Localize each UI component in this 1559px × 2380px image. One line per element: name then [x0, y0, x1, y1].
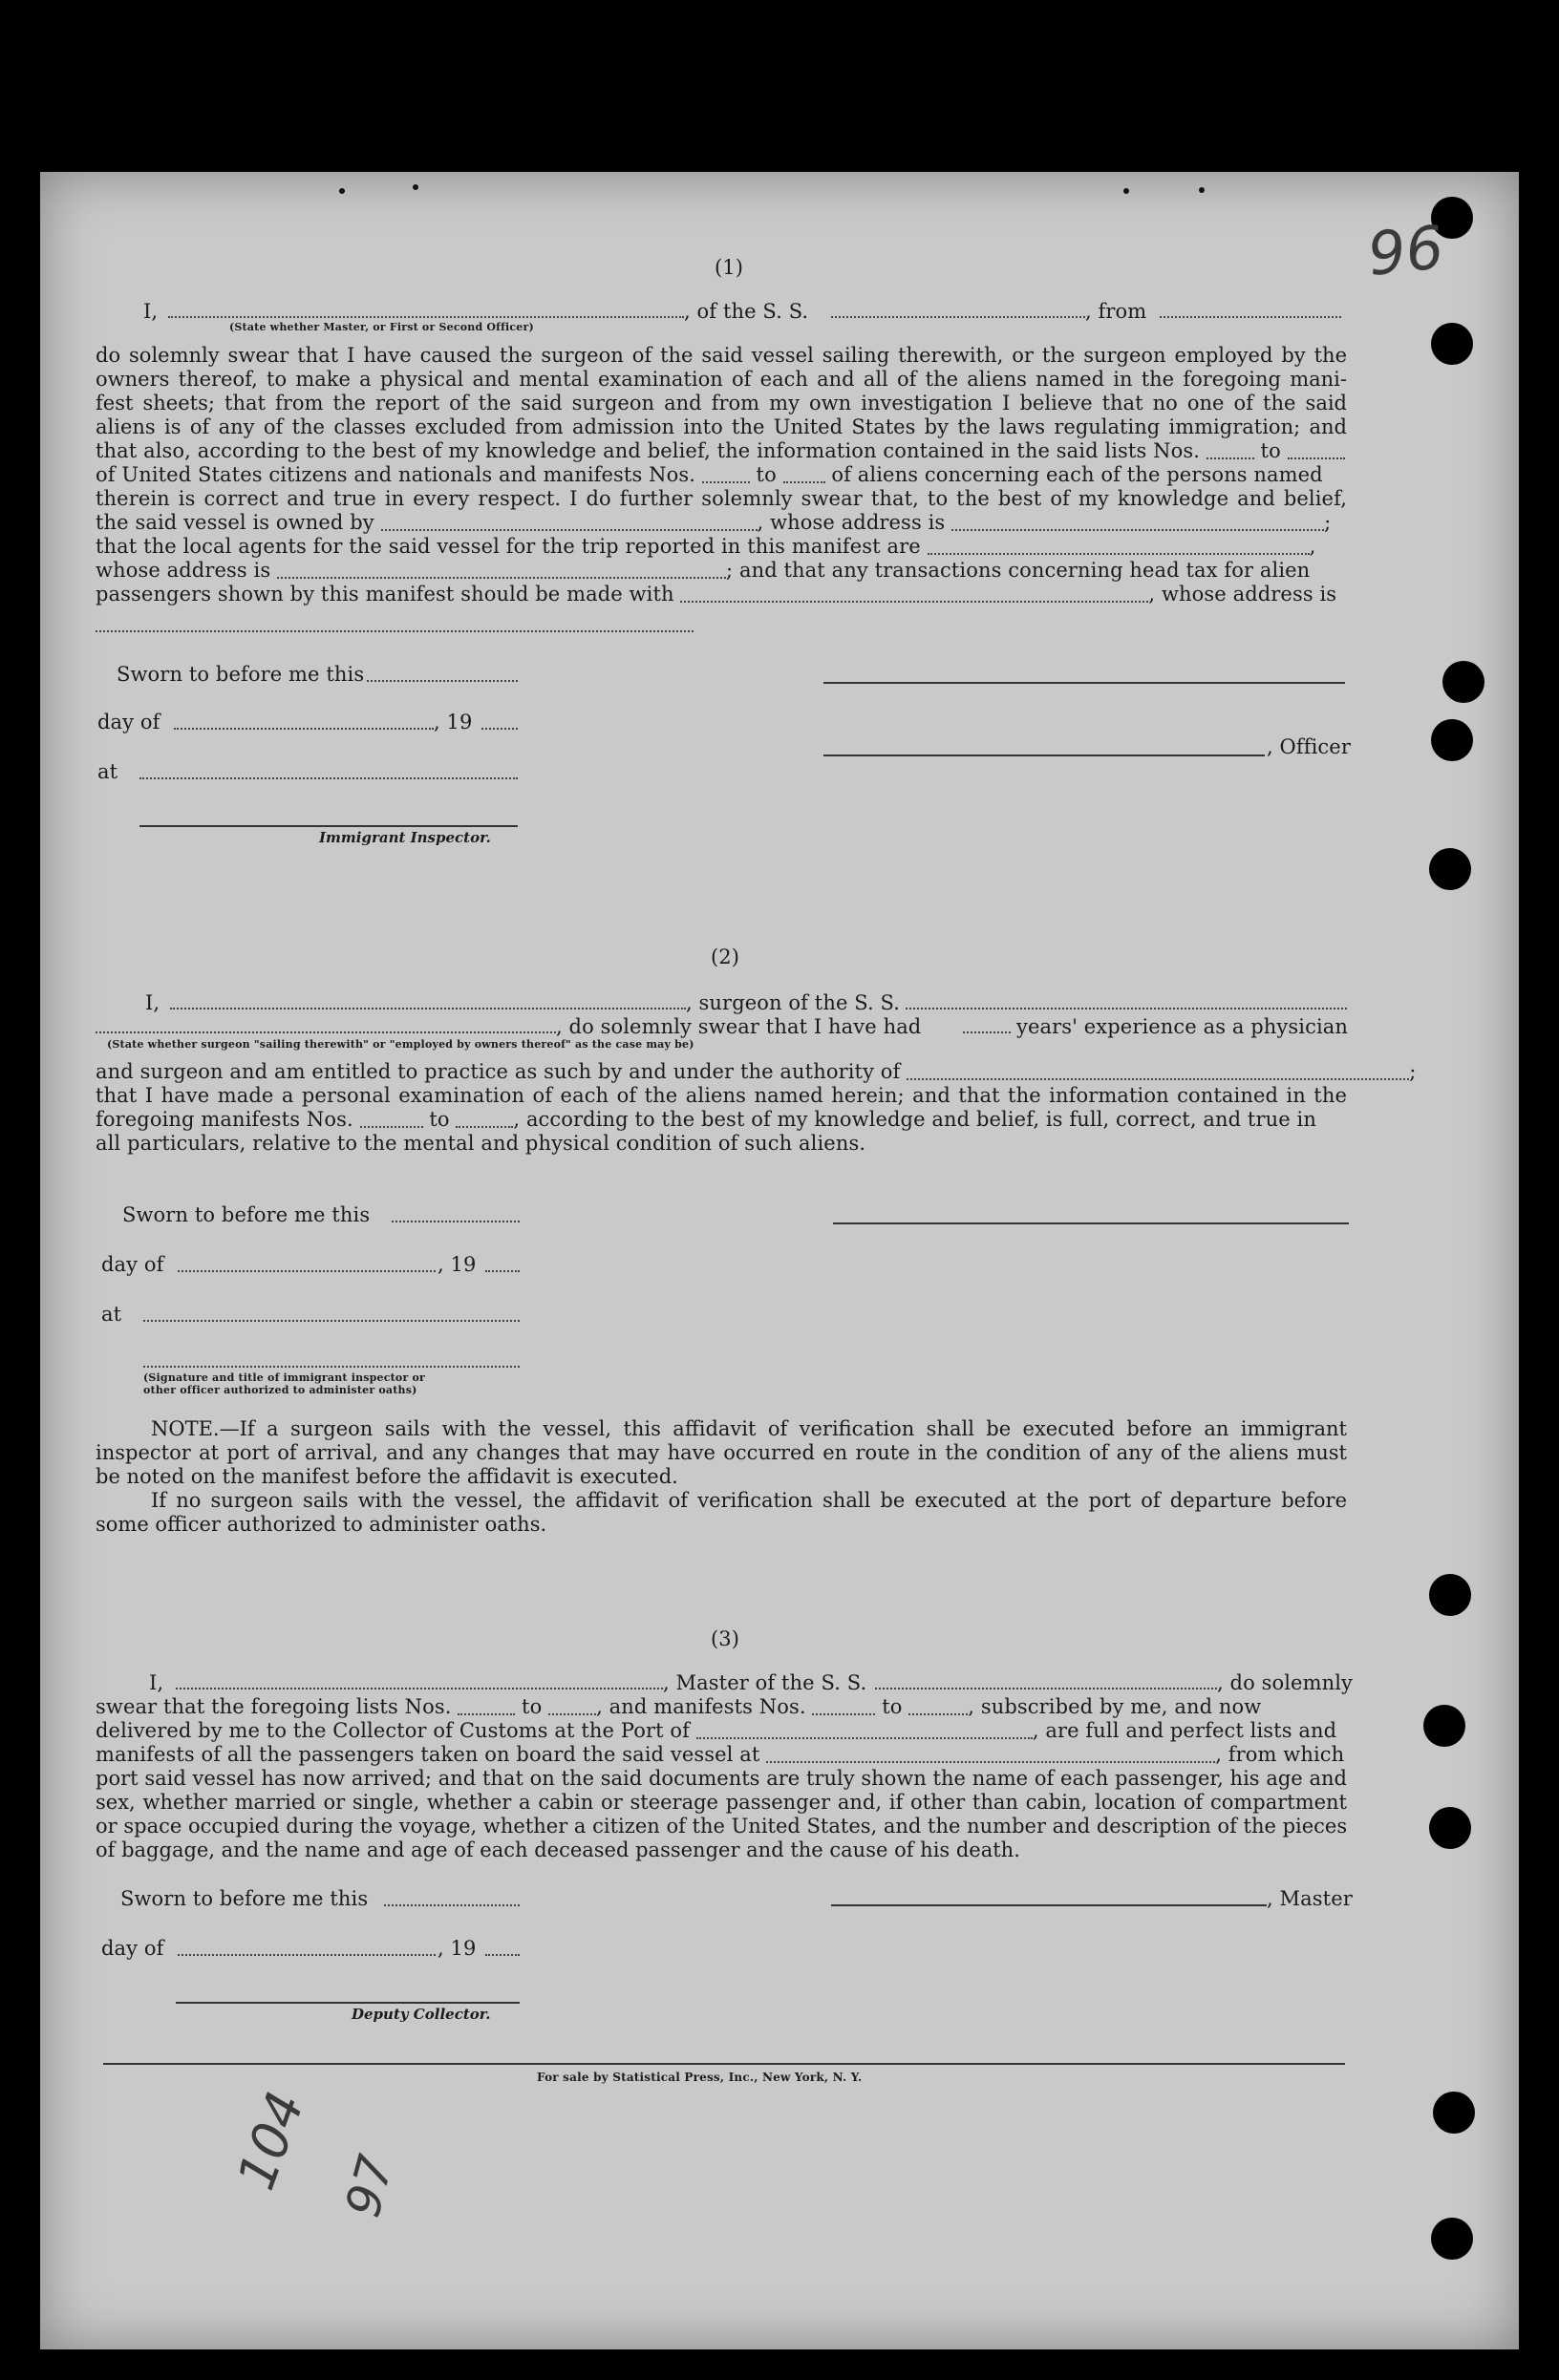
note-line: NOTE.—If a surgeon sails with the vessel, this affidavit of verification shall be executed before an immigrant — [151, 1417, 1347, 1440]
oath-paragraph — [96, 344, 1347, 439]
binder-hole — [1431, 719, 1473, 761]
oath-line: do solemnly swear that I have caused the surgeon of the said vessel sailing therewith, or the surgeon employed by the — [96, 344, 1347, 367]
officer-signature-line[interactable] — [823, 682, 1345, 684]
agents-address-field[interactable] — [277, 562, 726, 579]
oath-line: that also, according to the best of my knowledge and belief, the information contained in the said lists Nos. to — [96, 439, 1345, 462]
master-name-field[interactable] — [176, 1688, 663, 1689]
handwritten-page-number: 96 — [1364, 212, 1447, 289]
manifests-from-field[interactable] — [702, 466, 750, 483]
solemnly-label: , do solemnly — [1217, 1671, 1353, 1694]
handwritten-note: 97 — [334, 2149, 405, 2223]
port-field[interactable] — [696, 1722, 1033, 1739]
year-label: , 19 — [438, 1253, 477, 1276]
master-of-label: , Master of the S. S. — [663, 1671, 867, 1694]
manifests-to-field[interactable] — [908, 1698, 968, 1715]
state-whether-caption: (State whether surgeon "sailing therewith" or "employed by owners thereof" as the case may be) — [107, 1038, 694, 1051]
surgeon-name-field[interactable] — [170, 1008, 686, 1009]
deputy-signature-line[interactable] — [176, 2002, 520, 2004]
inspector-signature-line[interactable] — [139, 825, 518, 827]
note-paragraph — [96, 1417, 1347, 1537]
footer-rule — [103, 2063, 1345, 2065]
authority-field[interactable] — [907, 1063, 1409, 1080]
printer-credit: For sale by Statistical Press, Inc., New York, N. Y. — [537, 2071, 863, 2084]
note-line: If no surgeon sails with the vessel, the affidavit of verification shall be executed at the port of departure before — [151, 1489, 1347, 1512]
punch-mark — [1123, 188, 1129, 194]
vessel-name-field[interactable] — [831, 316, 1085, 318]
oath-line: passengers shown by this manifest should be made with , whose address is — [96, 583, 1337, 606]
vessel-name-field[interactable] — [906, 1008, 1347, 1009]
binder-hole — [1431, 2218, 1473, 2260]
swear-label: , do solemnly swear that I have had — [556, 1015, 922, 1038]
i-label: I, — [145, 991, 160, 1014]
oath-line: that the local agents for the said vessel for the trip reported in this manifest are , — [96, 535, 1316, 558]
inspector-signature-field[interactable] — [143, 1366, 520, 1368]
punch-mark — [1199, 187, 1205, 193]
binder-hole — [1442, 661, 1484, 703]
oath-line: aliens is of any of the classes excluded from admission into the United States by the laws regulating immigration; and — [96, 415, 1347, 438]
lists-to-field[interactable] — [1288, 442, 1345, 459]
oath-line: or space occupied during the voyage, whether a citizen of the United States, and the number and description of the pieces — [96, 1815, 1348, 1838]
local-agents-field[interactable] — [928, 538, 1310, 555]
years-field[interactable] — [963, 1031, 1011, 1033]
note-line: some officer authorized to administer oaths. — [96, 1513, 547, 1536]
oath-line: whose address is ; and that any transactions concerning head tax for alien — [96, 559, 1311, 582]
at-label: at — [97, 760, 118, 783]
year-label: , 19 — [434, 711, 473, 733]
vessel-name-field[interactable] — [875, 1688, 1217, 1689]
binder-hole — [1429, 1574, 1471, 1616]
binder-hole — [1429, 848, 1471, 890]
i-label: I, — [149, 1671, 164, 1694]
at-label: at — [101, 1303, 122, 1326]
master-signature-line[interactable] — [831, 1904, 1267, 1906]
oath-line: port said vessel has now arrived; and that on the said documents are truly shown the name of each passenger, his age and — [96, 1767, 1347, 1790]
sworn-date-field[interactable] — [367, 680, 518, 682]
month-field[interactable] — [178, 1954, 436, 1956]
head-tax-agent-field[interactable] — [680, 585, 1148, 603]
oath-line: swear that the foregoing lists Nos. to , and manifests Nos. to , subscribed by me, and now — [96, 1695, 1262, 1718]
oath-line: that I have made a personal examination of each of the aliens named herein; and that the information contained in the — [96, 1084, 1347, 1107]
sworn-label: Sworn to before me this — [122, 1203, 371, 1226]
month-field[interactable] — [178, 1270, 436, 1272]
oath-line: fest sheets; that from the report of the said surgeon and from my own investigation I believe that no one of the said — [96, 392, 1347, 414]
oath-paragraph — [96, 1767, 1347, 1862]
place-field[interactable] — [139, 777, 518, 779]
sworn-label: Sworn to before me this — [120, 1887, 369, 1910]
year-field[interactable] — [485, 1954, 520, 1956]
officer-label: , Officer — [1267, 735, 1351, 758]
day-of-label: day of — [101, 1253, 164, 1276]
surgeon-of-label: , surgeon of the S. S. — [686, 991, 901, 1014]
binder-hole — [1423, 1705, 1465, 1747]
i-label: I, — [143, 300, 159, 323]
note-line: be noted on the manifest before the affidavit is executed. — [96, 1465, 678, 1488]
oath-line: manifests of all the passengers taken on board the said vessel at , from which — [96, 1743, 1345, 1766]
experience-label: years' experience as a physician — [1016, 1015, 1349, 1038]
binder-hole — [1431, 323, 1473, 365]
from-label: , from — [1085, 300, 1147, 323]
owner-address-field[interactable] — [951, 514, 1324, 531]
oath-line: owners thereof, to make a physical and mental examination of each and all of the aliens named in the foregoing mani- — [96, 368, 1347, 391]
oath-line: the said vessel is owned by , whose address is ; — [96, 511, 1332, 534]
punch-mark — [413, 184, 418, 190]
lists-from-field[interactable] — [458, 1698, 515, 1715]
punch-mark — [339, 188, 345, 194]
master-label: , Master — [1267, 1887, 1353, 1910]
embark-port-field[interactable] — [766, 1746, 1215, 1763]
state-whether-caption: (State whether Master, or First or Second Officer) — [229, 321, 534, 333]
oath-line: sex, whether married or single, whether a cabin or steerage passenger and, if other than cabin, location of compartment — [96, 1791, 1347, 1814]
section-number: (1) — [715, 256, 744, 279]
lists-from-field[interactable] — [1207, 442, 1254, 459]
oath-line: of United States citizens and nationals and manifests Nos. to of aliens concerning each of the persons named — [96, 463, 1323, 486]
day-of-label: day of — [101, 1937, 164, 1960]
handwritten-note: 104 — [225, 2084, 316, 2198]
binder-hole — [1433, 2092, 1475, 2134]
oath-line: of baggage, and the name and age of each deceased passenger and the cause of his death. — [96, 1838, 1020, 1861]
year-field[interactable] — [481, 728, 518, 730]
manifests-from-field[interactable] — [360, 1111, 423, 1128]
deputy-caption: Deputy Collector. — [352, 2006, 491, 2023]
oath-line: foregoing manifests Nos. to , according to the best of my knowledge and belief, is full, correct, and true in — [96, 1108, 1316, 1131]
lists-to-field[interactable] — [548, 1698, 596, 1715]
from-port-field[interactable] — [1160, 316, 1341, 318]
inspector-caption: Immigrant Inspector. — [319, 829, 491, 846]
sworn-date-field[interactable] — [384, 1904, 520, 1906]
year-field[interactable] — [485, 1270, 520, 1272]
officer-title-line[interactable] — [823, 754, 1265, 756]
owner-field[interactable] — [381, 514, 758, 531]
note-line: inspector at port of arrival, and any changes that may have occurred en route in the condition of any of the aliens must — [96, 1441, 1347, 1464]
of-ss-label: , of the S. S. — [684, 300, 809, 323]
surgeon-status-field[interactable] — [96, 1031, 556, 1033]
place-field[interactable] — [143, 1320, 520, 1322]
manifests-to-field[interactable] — [783, 466, 825, 483]
address-field[interactable] — [96, 630, 694, 632]
manifests-to-field[interactable] — [456, 1111, 513, 1128]
signature-caption: (Signature and title of immigrant inspector or — [143, 1371, 426, 1384]
oath-line: and surgeon and am entitled to practice as such by and under the authority of ; — [96, 1060, 1417, 1083]
section-number: (2) — [711, 946, 740, 968]
oath-line: therein is correct and true in every respect. I do further solemnly swear that, to the best of my knowledge and belief, — [96, 487, 1347, 510]
signature-caption: other officer authorized to administer oaths) — [143, 1384, 417, 1396]
month-field[interactable] — [174, 728, 434, 730]
sworn-label: Sworn to before me this — [117, 663, 365, 686]
surgeon-signature-line[interactable] — [833, 1222, 1349, 1224]
officer-name-field[interactable] — [168, 316, 684, 318]
day-of-label: day of — [97, 711, 160, 733]
manifests-from-field[interactable] — [812, 1698, 875, 1715]
sworn-date-field[interactable] — [392, 1221, 520, 1222]
year-label: , 19 — [438, 1937, 477, 1960]
section-number: (3) — [711, 1627, 740, 1650]
oath-line: delivered by me to the Collector of Customs at the Port of , are full and perfect lists and — [96, 1719, 1337, 1742]
oath-line: all particulars, relative to the mental and physical condition of such aliens. — [96, 1132, 866, 1155]
binder-hole — [1429, 1807, 1471, 1849]
